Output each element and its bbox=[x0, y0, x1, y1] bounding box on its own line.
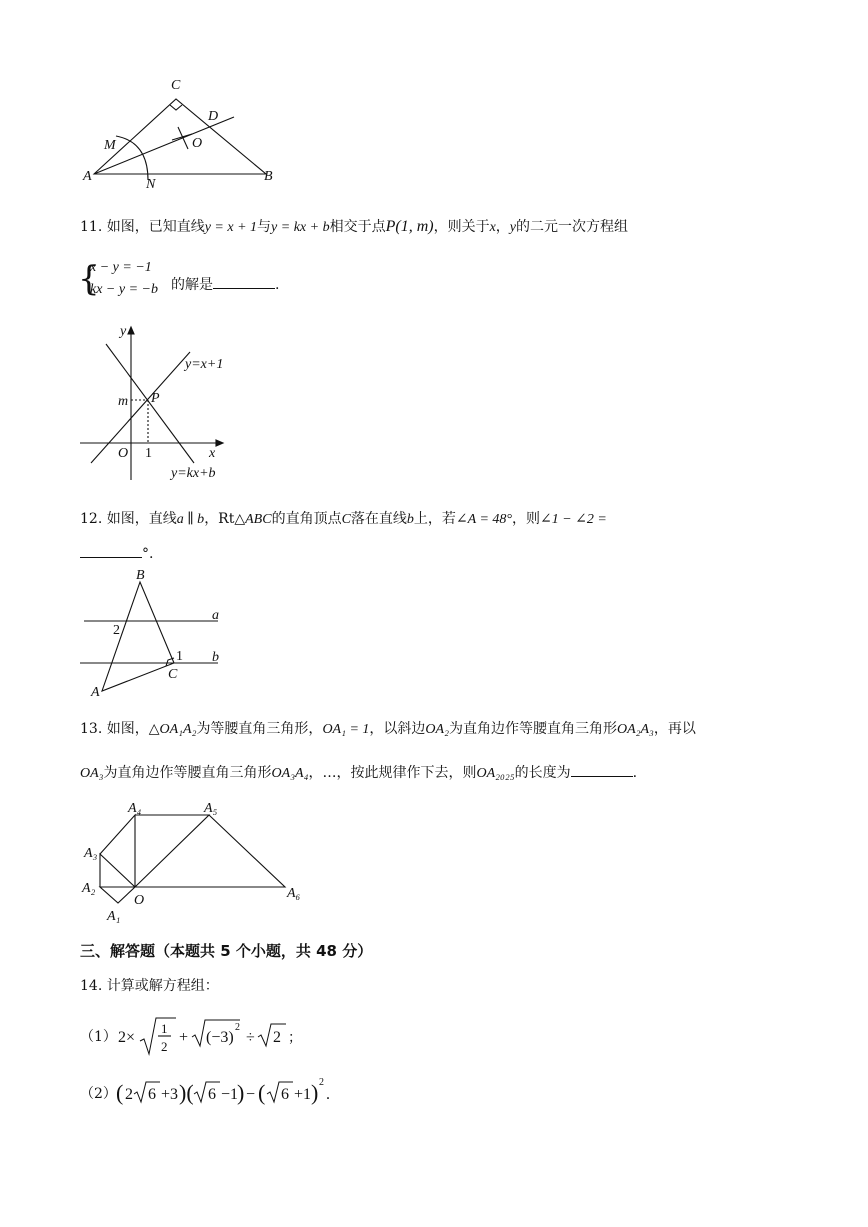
svg-text:6: 6 bbox=[208, 1086, 216, 1103]
tri-oa4a5 bbox=[135, 815, 209, 887]
question-12-line1: 12. 如图，直线a ∥ b，Rt△ABC的直角顶点C落在直线b上，若∠A = 48°，则∠1 − ∠2 = bbox=[80, 511, 607, 527]
q14-part1-label: （1） bbox=[80, 1029, 117, 1045]
svg-text:−1: −1 bbox=[221, 1086, 239, 1103]
label-m: m bbox=[118, 394, 129, 409]
label-line2: y=kx+b bbox=[171, 466, 216, 481]
tri-oa2a3 bbox=[100, 854, 135, 887]
label-angle-1: 1 bbox=[176, 649, 183, 664]
label-a4: A₄ bbox=[128, 801, 142, 816]
label-m: M bbox=[104, 138, 116, 153]
svg-text:)(: )( bbox=[179, 1080, 194, 1105]
svg-text:2: 2 bbox=[161, 1039, 168, 1054]
label-c: C bbox=[171, 78, 181, 93]
svg-text:): ) bbox=[237, 1080, 245, 1105]
line-y-x-plus-1 bbox=[91, 352, 190, 463]
svg-text:2: 2 bbox=[235, 1022, 240, 1033]
label-a1: A₁ bbox=[107, 909, 121, 924]
label-b: B bbox=[264, 169, 273, 184]
q11-number: 11. bbox=[80, 219, 103, 235]
q14-part2-label: （2） bbox=[80, 1086, 117, 1102]
right-angle-mark-c bbox=[170, 105, 182, 110]
label-o: O bbox=[192, 136, 203, 151]
label-a2: A₂ bbox=[82, 881, 96, 896]
system-eq2: kx − y = −b bbox=[90, 282, 158, 297]
answer-blank-13[interactable] bbox=[571, 762, 633, 777]
label-b-vertex: B bbox=[136, 568, 145, 583]
figure-q10 bbox=[78, 72, 298, 197]
q14-part1 bbox=[80, 1014, 340, 1058]
svg-text:1: 1 bbox=[161, 1021, 168, 1036]
q14-number: 14. bbox=[80, 978, 103, 994]
q14-part2-expression bbox=[116, 1072, 376, 1112]
svg-text:6: 6 bbox=[281, 1086, 289, 1103]
brace-icon: { bbox=[78, 259, 100, 299]
label-n: N bbox=[146, 177, 156, 192]
q13-number: 13. bbox=[80, 721, 103, 737]
figure-q12 bbox=[78, 566, 228, 700]
label-o: O bbox=[134, 893, 145, 908]
svg-text:+3: +3 bbox=[161, 1086, 179, 1103]
svg-text:): ) bbox=[311, 1080, 319, 1105]
label-p: P bbox=[151, 391, 160, 406]
answer-blank-11[interactable] bbox=[213, 274, 275, 289]
question-13-line1: 13. 如图，△OA₁A₂为等腰直角三角形，OA₁ = 1，以斜边OA₂为直角边作等腰直角三角形OA₂A₃，再以 bbox=[80, 721, 696, 737]
svg-text:+1: +1 bbox=[294, 1086, 312, 1103]
system-eq1: x − y = −1 bbox=[90, 260, 152, 275]
svg-text:2: 2 bbox=[125, 1086, 133, 1103]
label-origin: O bbox=[118, 446, 129, 461]
answer-blank-12[interactable] bbox=[80, 543, 142, 558]
figure-q11 bbox=[78, 322, 238, 484]
q14-part1-expression bbox=[116, 1014, 336, 1058]
svg-text:−: − bbox=[246, 1086, 256, 1103]
label-one: 1 bbox=[145, 446, 152, 461]
q14-part2 bbox=[80, 1072, 380, 1112]
tri-oa1a2 bbox=[100, 887, 135, 903]
label-y-axis: y bbox=[120, 324, 127, 339]
label-line1: y=x+1 bbox=[185, 357, 224, 372]
question-12-line2: °. bbox=[80, 543, 153, 562]
svg-text:6: 6 bbox=[148, 1086, 156, 1103]
label-a-vertex: A bbox=[91, 685, 100, 700]
label-a: A bbox=[83, 169, 92, 184]
label-c-vertex: C bbox=[168, 667, 178, 682]
label-x-axis: x bbox=[209, 446, 216, 461]
svg-text:(: ( bbox=[116, 1080, 124, 1105]
svg-text:+: + bbox=[179, 1029, 189, 1046]
question-14: 14. 计算或解方程组： bbox=[80, 978, 219, 994]
tri-oa5a6 bbox=[135, 815, 285, 887]
section-title: 三、解答题（本题共 5 个小题，共 48 分） bbox=[80, 942, 373, 960]
tri-oa3a4 bbox=[100, 815, 135, 887]
svg-text:；: ； bbox=[288, 1030, 302, 1046]
svg-text:÷: ÷ bbox=[246, 1029, 255, 1046]
label-a6: A₆ bbox=[287, 886, 301, 901]
label-line-b: b bbox=[212, 650, 219, 665]
svg-text:(−3): (−3) bbox=[206, 1029, 234, 1046]
label-a3: A₃ bbox=[84, 846, 98, 861]
question-11-line1: 11. 如图，已知直线y = x + 1与y = kx + b相交于点P(1, m)，则关于x，y的二元一次方程组 bbox=[80, 218, 629, 235]
figure-q13 bbox=[78, 796, 318, 928]
label-angle-2: 2 bbox=[113, 623, 120, 638]
question-13-line2: OA₃为直角边作等腰直角三角形OA₃A₄，…，按此规律作下去，则OA₂₀₂₅的长度为 . bbox=[80, 762, 637, 782]
svg-text:2: 2 bbox=[319, 1077, 324, 1088]
label-a5: A₅ bbox=[204, 801, 218, 816]
svg-text:(: ( bbox=[258, 1080, 266, 1105]
q12-number: 12. bbox=[80, 511, 103, 527]
label-line-a: a bbox=[212, 608, 219, 623]
label-d: D bbox=[208, 109, 219, 124]
svg-text:2×: 2× bbox=[118, 1029, 136, 1046]
svg-text:2: 2 bbox=[273, 1029, 281, 1046]
svg-text:.: . bbox=[326, 1086, 330, 1103]
